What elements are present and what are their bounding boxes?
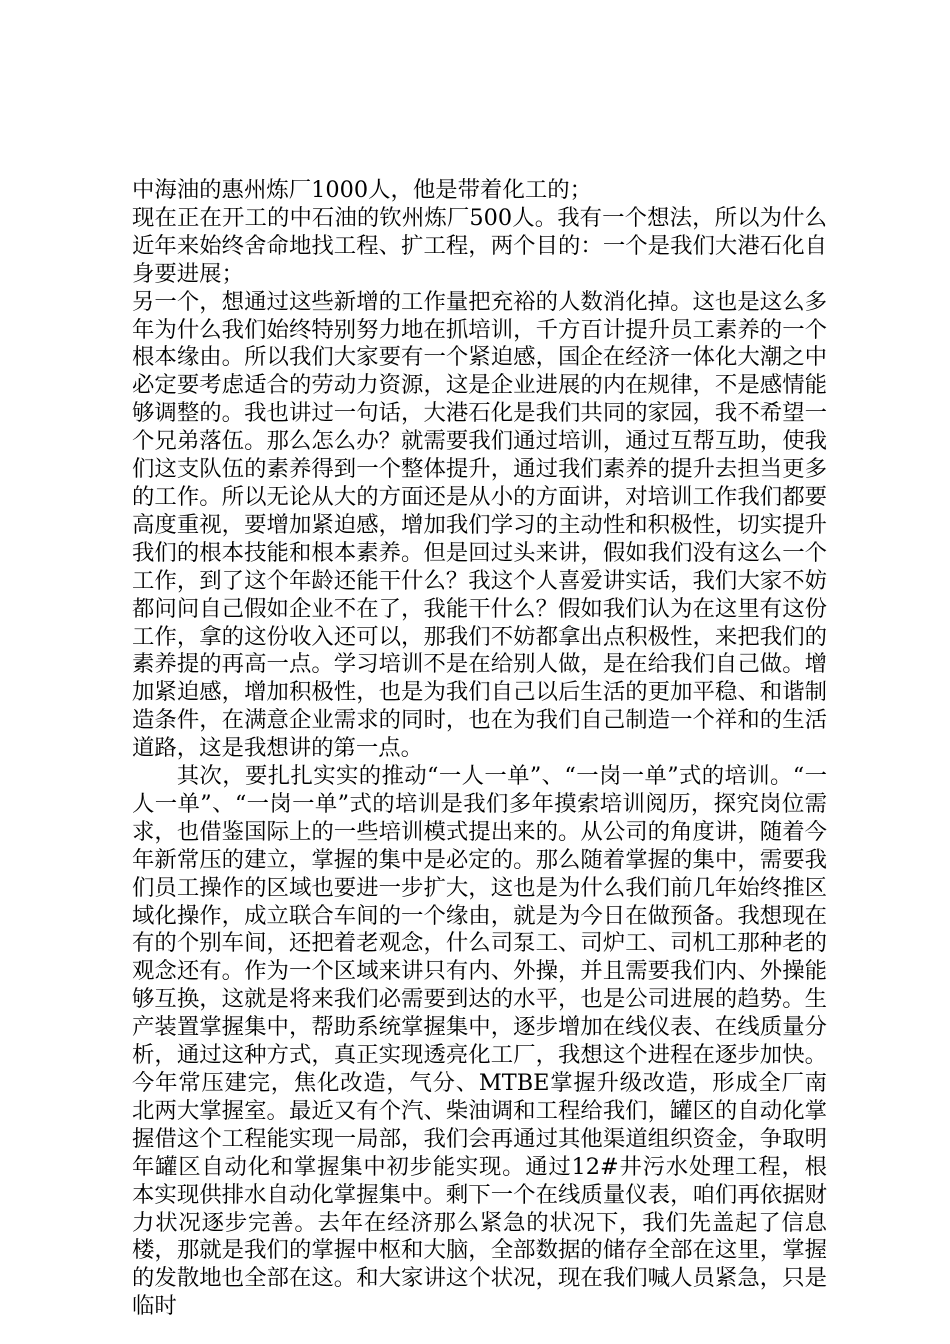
paragraph-training-urgency: 另一个，想通过这些新增的工作量把充裕的人数消化掉。这也是这么多年为什么我们始终特别努力地在抓培训，千方百计提升员工素养的一个根本缘由。所以我们大家要有一个紧迫感，国企在经济一体化大潮之中必定要考虑适合的劳动力资源，这是企业进展的内在规律，不是感情能够调整的。我也讲过一句话，大港石化是我们共同的家园，我不希望一个兄弟落伍。那么怎么办？就需要我们通过培训，通过互帮互助，使我们这支队伍的素养得到一个整体提升，通过我们素养的提升去担当更多的工作。所以无论从大的方面还是从小的方面讲，对培训工作我们都要高度重视，要增加紧迫感，增加我们学习的主动性和积极性，切实提升我们的根本技能和根本素养。但是回过头来讲，假如我们没有这么一个工作，到了这个年龄还能干什么？我这个人喜爱讲实话，我们大家不妨都问问自己假如企业不在了，我能干什么？假如我们认为在这里有这份工作，拿的这份收入还可以，那我们不妨都拿出点积极性，来把我们的素养提的再高一点。学习培训不是在给别人做，是在给我们自己做。增加紧迫感，增加积极性，也是为我们自己以后生活的更加平稳、和谐制造条件，在满意企业需求的同时，也在为我们自己制造一个祥和的生活道路，这是我想讲的第一点。 bbox=[132, 288, 827, 762]
paragraph-huizhou: 中海油的惠州炼厂1000人，他是带着化工的； bbox=[132, 177, 593, 203]
paragraph-qinzhou: 现在正在开工的中石油的钦州炼厂500人。我有一个想法，所以为什么近年来始终舍命地找工程、扩工程，两个目的：一个是我们大港石化自身要进展； bbox=[132, 204, 827, 287]
document-body bbox=[132, 177, 827, 1321]
paragraph-second-point: 其次，要扎扎实实的推动“一人一单”、“一岗一单”式的培训。“一人一单”、“一岗一单”式的培训是我们多年摸索培训阅历，探究岗位需求，也借鉴国际上的一些培训模式提出来的。从公司的角度讲，随着今年新常压的建立，掌握的集中是必定的。那么随着掌握的集中，需要我们员工操作的区域也要进一步扩大，这也是为什么我们前几年始终推区域化操作，成立联合车间的一个缘由，就是为今日在做预备。我想现在有的个别车间，还把着老观念，什么司泵工、司炉工、司机工那种老的观念还有。作为一个区域来讲只有内、外操，并且需要我们内、外操能够互换，这就是将来我们必需要到达的水平，也是公司进展的趋势。生产装置掌握集中，帮助系统掌握集中，逐步增加在线仪表、在线质量分析，通过这种方式，真正实现透亮化工厂，我想这个进程在逐步加快。今年常压建完，焦化改造，气分、MTBE掌握升级改造，形成全厂南北两大掌握室。最近又有个汽、柴油调和工程给我们，罐区的自动化掌握借这个工程能实现一局部，我们会再通过其他渠道组织资金，争取明年罐区自动化和掌握集中初步能实现。通过12#井污水处理工程，根本实现供排水自动化掌握集中。剩下一个在线质量仪表，咱们再依据财力状况逐步完善。去年在经济那么紧急的状况下，我们先盖起了信息楼，那就是我们的掌握中枢和大脑，全部数据的储存全部在这里，掌握的发散地也全部在这。和大家讲这个状况，现在我们喊人员紧急，只是临时 bbox=[132, 763, 827, 1320]
